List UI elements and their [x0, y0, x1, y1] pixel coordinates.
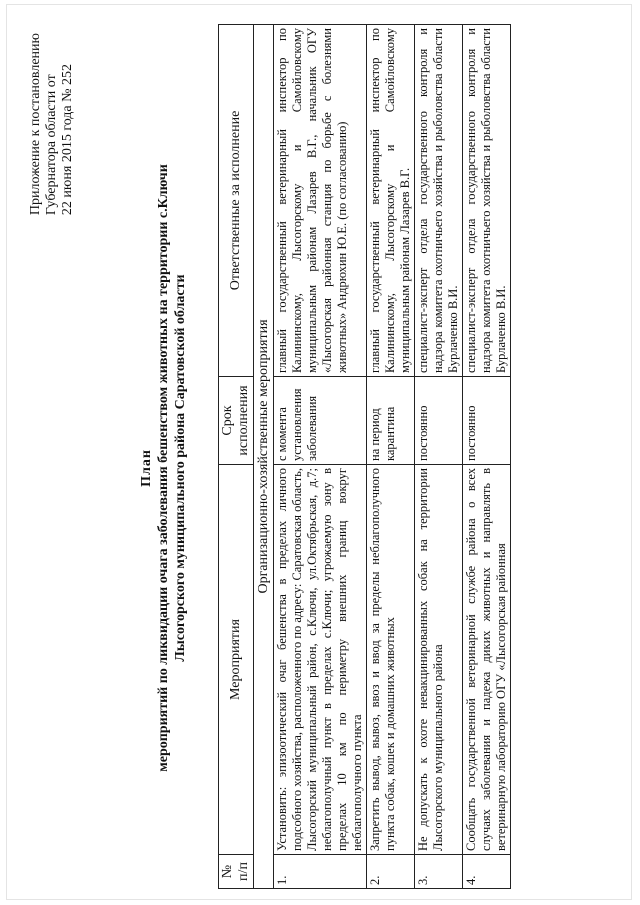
row-responsible: специалист-эксперт отдела государственного контроля и надзора комитета охотничьего хозяйства и рыболовства области Бурлаченко В.И.	[463, 24, 511, 376]
header-num: № п/п	[219, 854, 254, 888]
document-title	[138, 103, 189, 833]
row-num: 4.	[463, 854, 511, 888]
measures-table	[218, 24, 511, 889]
title-line-2: мероприятий по ликвидации очага заболевания бешенством животных на территории с.Ключи	[156, 163, 171, 772]
row-measure: Запретить вывод, вывоз, ввоз и ввод за пределы неблагополучного пункта собак, кошек и домашних животных	[367, 464, 415, 854]
section-row	[254, 24, 274, 888]
header-responsible: Ответственные за исполнение	[219, 24, 254, 376]
appendix-line-1: Приложение к постановлению	[28, 32, 43, 215]
row-term: постоянно	[463, 376, 511, 464]
row-responsible: главный государственный ветеринарный инспектор по Калининскому, Лысогорскому и Самойловскому муниципальным районам Лазарев В.Г.	[367, 24, 415, 376]
table-row	[274, 24, 367, 888]
section-title: Организационно-хозяйственные мероприятия	[254, 24, 274, 888]
row-measure: Установить: эпизоотический очаг бешенства в пределах личного подсобного хозяйства, расположенного по адресу: Саратовская область, Лысогорский муниципальный район, с.Ключи, ул.Октябрьская, д.7; неблагополучный пункт в пределах с.Ключи; угрожаемую зону в пределах 10 км по периметру внешних границ вокруг неблагополучного пункта	[274, 464, 367, 854]
rotated-document	[20, 13, 620, 893]
row-num: 1.	[274, 854, 367, 888]
row-measure: Не допускать к охоте невакцинированных собак на территории Лысогорского муниципального района	[415, 464, 463, 854]
row-term: постоянно	[415, 376, 463, 464]
appendix-line-2: Губернатора области от	[44, 73, 59, 215]
title-word: План	[139, 448, 154, 487]
table-row	[463, 24, 511, 888]
row-measure: Сообщать государственной ветеринарной службе района о всех случаях заболевания и падежа диких животных и направлять в ветеринарную лабораторию ОГУ «Лысогорская районная	[463, 464, 511, 854]
table-row	[415, 24, 463, 888]
row-responsible: главный государственный ветеринарный инспектор по Калининскому, Лысогорскому и Самойловскому муниципальным районам Лазарев В.Г., начальник ОГУ «Лысогорская районная станция по борьбе с болезнями животных» Андрюхин Ю.Е. (по согласованию)	[274, 24, 367, 376]
table-header-row	[219, 24, 254, 888]
title-line-3: Лысогорского муниципального района Саратовской области	[173, 273, 188, 662]
appendix-note	[28, 33, 76, 215]
header-measures: Мероприятия	[219, 464, 254, 854]
row-num: 3.	[415, 854, 463, 888]
table-row	[367, 24, 415, 888]
row-responsible: специалист-эксперт отдела государственного контроля и надзора комитета охотничьего хозяйства и рыболовства области Бурлаченко В.И.	[415, 24, 463, 376]
row-term: с момента установления заболевания	[274, 376, 367, 464]
row-term: на период карантина	[367, 376, 415, 464]
appendix-line-3: 22 июня 2015 года № 252	[60, 63, 75, 215]
header-term: Срок исполнения	[219, 376, 254, 464]
row-num: 2.	[367, 854, 415, 888]
